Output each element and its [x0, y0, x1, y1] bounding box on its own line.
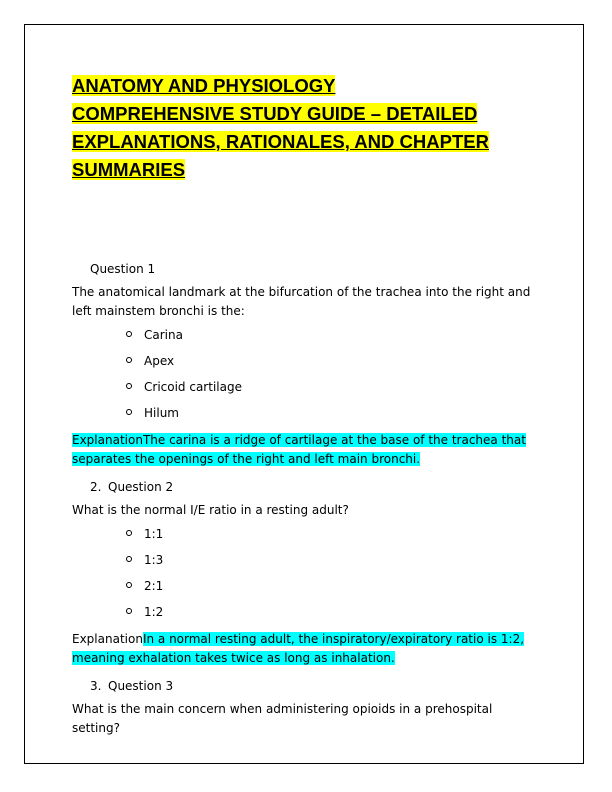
- question-2-explanation: [72, 630, 542, 668]
- circle-bullet-icon: [126, 530, 132, 536]
- circle-bullet-icon: [126, 582, 132, 588]
- question-2-explanation-label: Explanation: [72, 632, 143, 646]
- question-1-label: Question 1: [90, 262, 156, 276]
- question-1-explanation-label: Explanation: [72, 433, 143, 447]
- question-1-option-d: Hilum: [72, 405, 542, 431]
- question-2-options: [72, 526, 542, 630]
- question-1-option-b: Apex: [72, 353, 542, 379]
- title-line-1: ANATOMY AND PHYSIOLOGY: [72, 75, 336, 96]
- question-2-option-d: 1:2: [72, 604, 542, 630]
- question-3-prompt: What is the main concern when administering opioids in a prehospital setting?: [72, 702, 493, 735]
- question-2-number: 2.: [90, 480, 102, 494]
- question-2-prompt: What is the normal I/E ratio in a resting adult?: [72, 503, 349, 517]
- question-2-option-a: 1:1: [72, 526, 542, 552]
- question-3-label: 3. Question 3: [90, 679, 174, 693]
- circle-bullet-icon: [126, 608, 132, 614]
- circle-bullet-icon: [126, 556, 132, 562]
- question-2-option-b: 1:3: [72, 552, 542, 578]
- question-1-options: [72, 327, 542, 431]
- question-1-prompt: The anatomical landmark at the bifurcation of the trachea into the right and left mainstem bronchi is the:: [72, 285, 531, 318]
- question-1-explanation: [72, 431, 542, 469]
- circle-bullet-icon: [126, 409, 132, 415]
- question-2-label: 2. Question 2: [90, 480, 174, 494]
- question-1-option-c: Cricoid cartilage: [72, 379, 542, 405]
- document-body: [72, 72, 542, 738]
- question-1-option-a: Carina: [72, 327, 542, 353]
- circle-bullet-icon: [126, 383, 132, 389]
- document-title: [72, 72, 542, 184]
- question-3-number: 3.: [90, 679, 102, 693]
- title-line-3: EXPLANATIONS, RATIONALES, AND CHAPTER: [72, 131, 489, 152]
- title-line-2: COMPREHENSIVE STUDY GUIDE – DETAILED: [72, 103, 478, 124]
- question-2-option-c: 2:1: [72, 578, 542, 604]
- circle-bullet-icon: [126, 357, 132, 363]
- question-2-explanation-text: In a normal resting adult, the inspiratory/expiratory ratio is 1:2, meaning exhalation takes twice as long as inhalation.: [72, 632, 525, 665]
- title-line-4: SUMMARIES: [72, 159, 186, 180]
- circle-bullet-icon: [126, 331, 132, 337]
- question-1-explanation-text: The carina is a ridge of cartilage at the base of the trachea that separates the openings of the right and left main bronchi.: [72, 433, 526, 466]
